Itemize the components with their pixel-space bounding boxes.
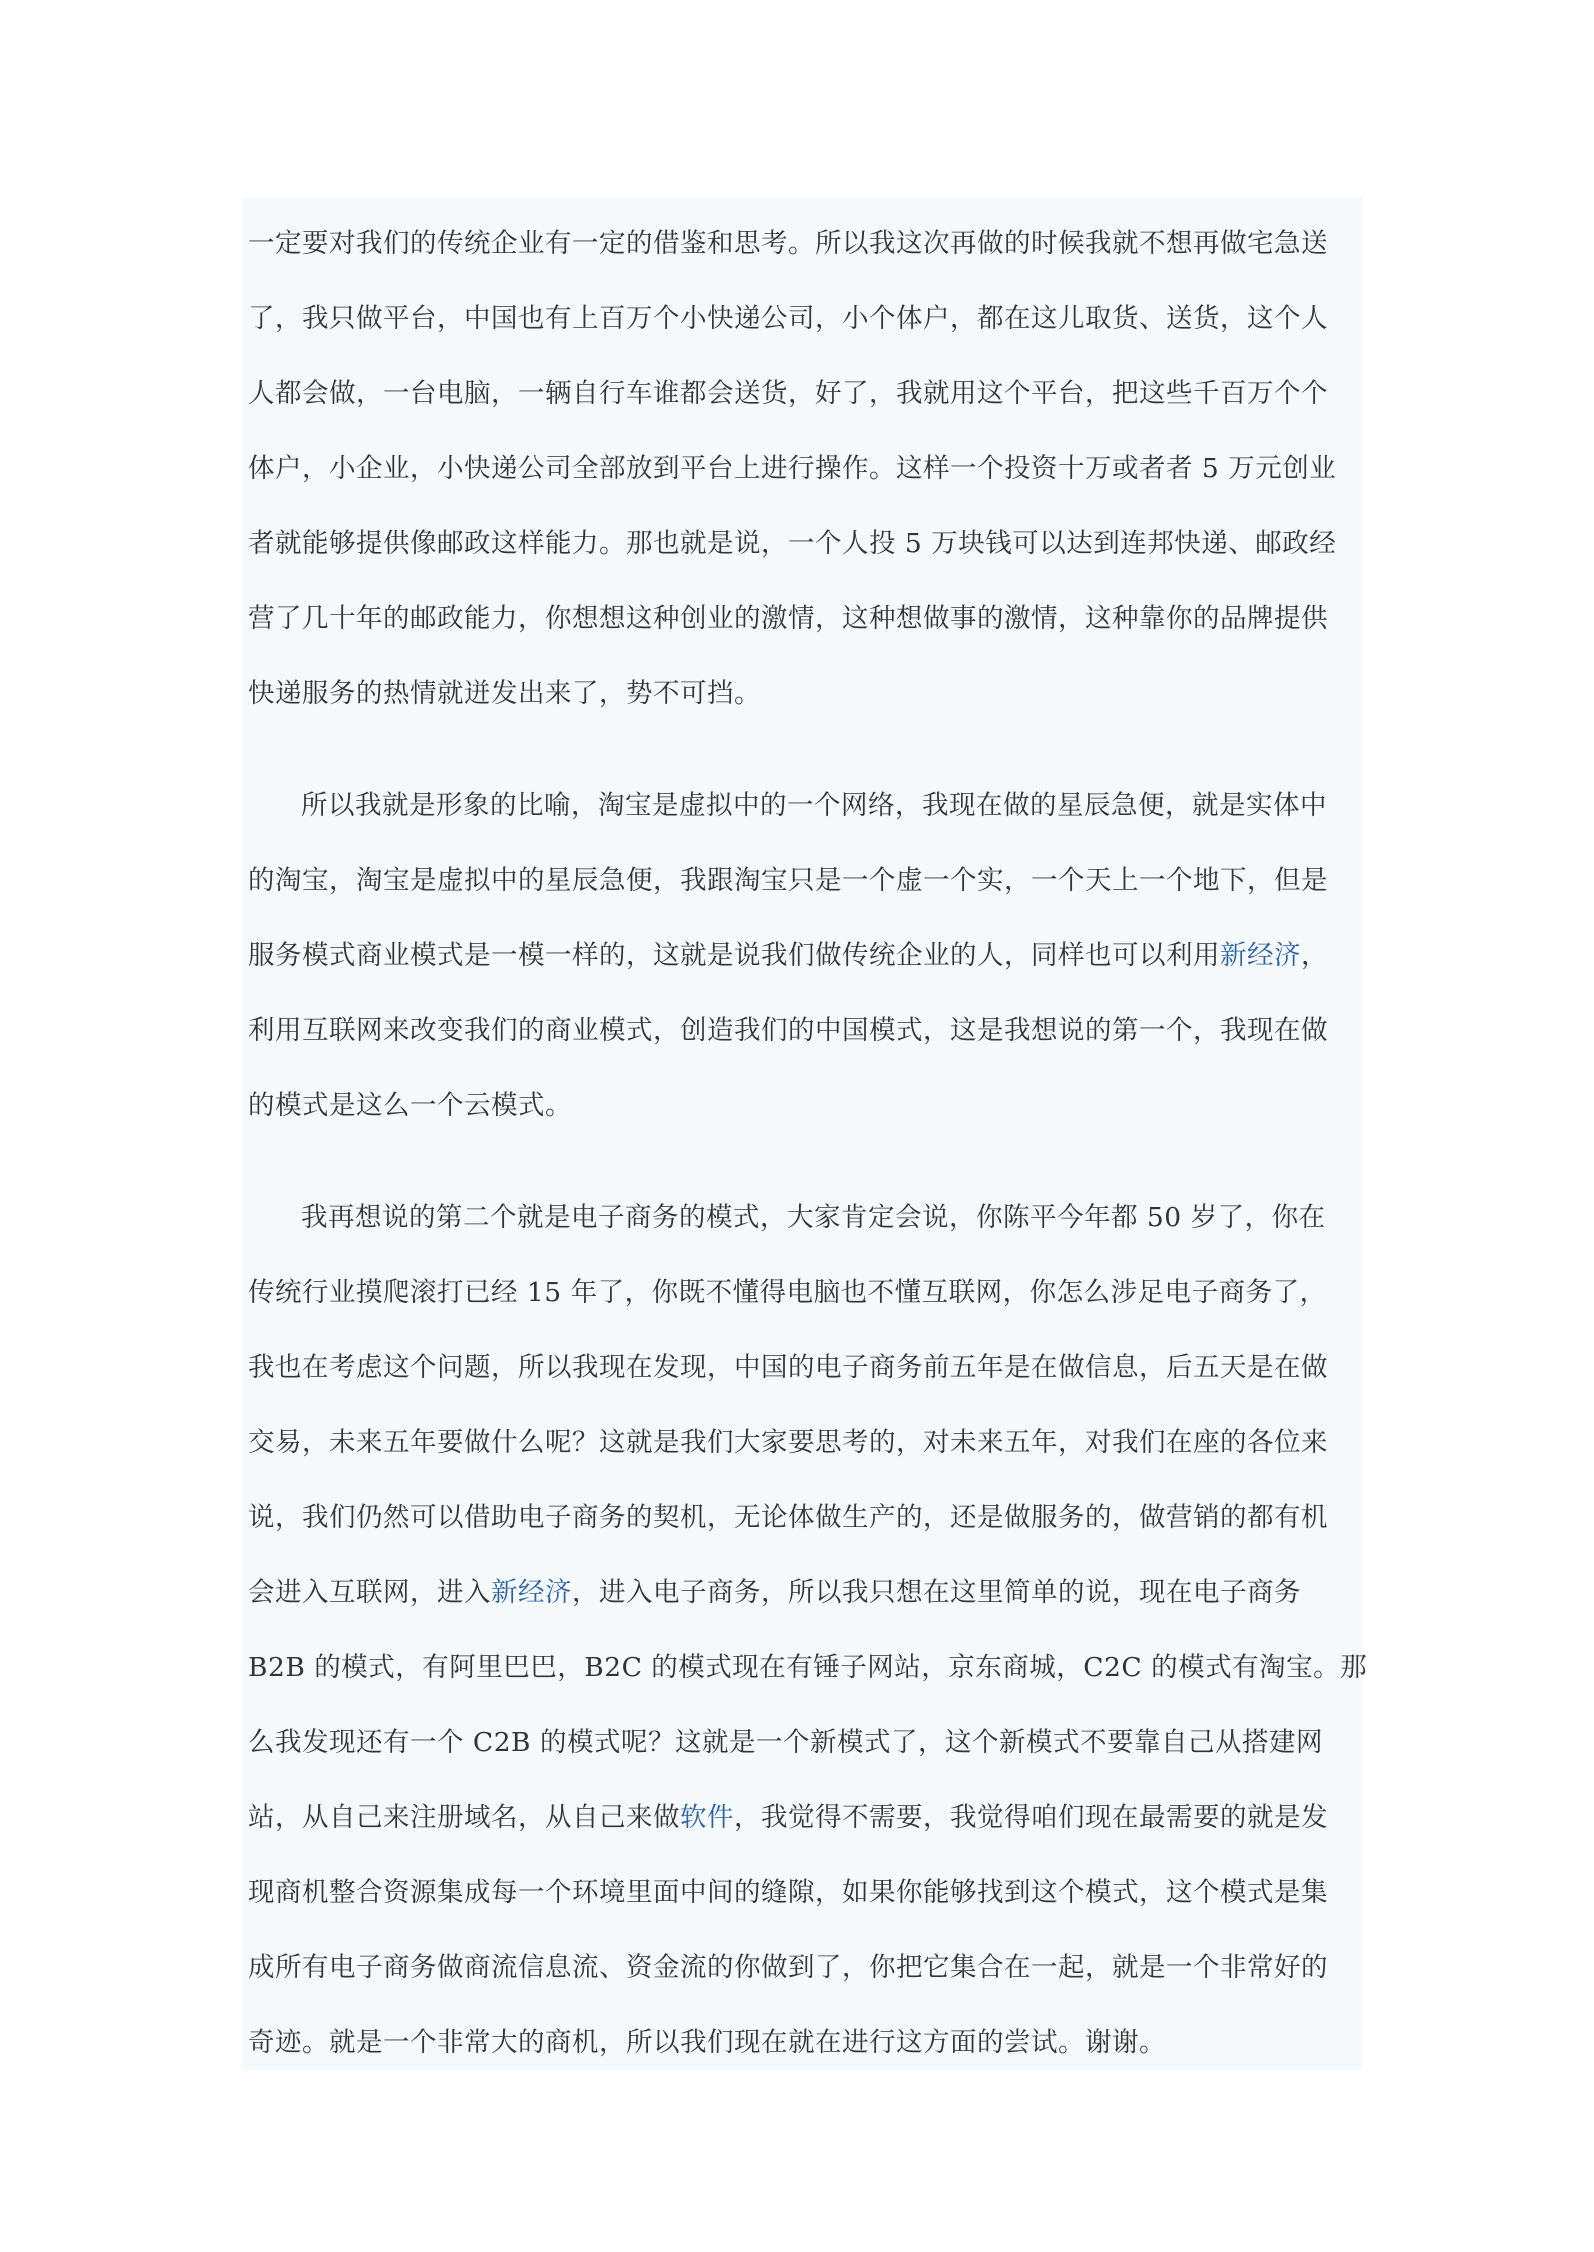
paragraph-1: [248, 206, 1356, 731]
text-line: 快递服务的热情就迸发出来了，势不可挡。: [248, 678, 761, 709]
text-line: 者就能够提供像邮政这样能力。那也就是说，一个人投 5 万块钱可以达到连邦快递、邮政经: [248, 528, 1337, 559]
text-line: 传统行业摸爬滚打已经 15 年了，你既不懂得电脑也不懂互联网，你怎么涉足电子商务了，: [248, 1277, 1327, 1308]
paragraph-2: [248, 768, 1356, 1143]
text-line: 奇迹。就是一个非常大的商机，所以我们现在就在进行这方面的尝试。谢谢。: [248, 2027, 1166, 2058]
text-line: 的淘宝，淘宝是虚拟中的星辰急便，我跟淘宝只是一个虚一个实，一个天上一个地下，但是: [248, 865, 1328, 896]
text-segment: ，进入电子商务，所以我只想在这里简单的说，现在电子商务: [572, 1577, 1301, 1608]
text-line: 说，我们仍然可以借助电子商务的契机，无论体做生产的，还是做服务的，做营销的都有机: [248, 1502, 1328, 1533]
text-line: 利用互联网来改变我们的商业模式，创造我们的中国模式，这是我想说的第一个，我现在做: [248, 1015, 1328, 1046]
text-segment: 会进入互联网，进入: [248, 1577, 491, 1608]
text-line: 营了几十年的邮政能力，你想想这种创业的激情，这种想做事的激情，这种靠你的品牌提供: [248, 603, 1328, 634]
text-line: 我也在考虑这个问题，所以我现在发现，中国的电子商务前五年是在做信息，后五天是在做: [248, 1352, 1328, 1383]
text-line: 了，我只做平台，中国也有上百万个小快递公司，小个体户，都在这儿取货、送货，这个人: [248, 303, 1328, 334]
text-segment: 服务模式商业模式是一模一样的，这就是说我们做传统企业的人，同样也可以利用: [248, 940, 1220, 971]
text-line: 交易，未来五年要做什么呢？这就是我们大家要思考的，对未来五年，对我们在座的各位来: [248, 1427, 1328, 1458]
text-segment: 站，从自己来注册域名，从自己来做: [248, 1802, 680, 1833]
xinjingji-link[interactable]: 新经济: [491, 1577, 572, 1608]
text-segment: ，: [1301, 940, 1328, 971]
text-line: 么我发现还有一个 C2B 的模式呢？这就是一个新模式了，这个新模式不要靠自己从搭建网: [248, 1727, 1323, 1758]
text-line: 现商机整合资源集成每一个环境里面中间的缝隙，如果你能够找到这个模式，这个模式是集: [248, 1877, 1328, 1908]
text-line: 我再想说的第二个就是电子商务的模式，大家肯定会说，你陈平今年都 50 岁了，你在: [301, 1202, 1326, 1233]
text-line: 成所有电子商务做商流信息流、资金流的你做到了，你把它集合在一起，就是一个非常好的: [248, 1952, 1328, 1983]
text-line-with-link: [248, 1780, 1356, 1855]
xinjingji-link[interactable]: 新经济: [1220, 940, 1301, 971]
text-line-with-link: [248, 1555, 1356, 1630]
paragraph-3: [248, 1180, 1368, 2080]
text-line: 所以我就是形象的比喻，淘宝是虚拟中的一个网络，我现在做的星辰急便，就是实体中: [301, 790, 1327, 821]
text-line: 人都会做，一台电脑，一辆自行车谁都会送货，好了，我就用这个平台，把这些千百万个个: [248, 378, 1328, 409]
text-line: 体户，小企业，小快递公司全部放到平台上进行操作。这样一个投资十万或者者 5 万元创业: [248, 453, 1337, 484]
text-line: 一定要对我们的传统企业有一定的借鉴和思考。所以我这次再做的时候我就不想再做宅急送: [248, 228, 1328, 259]
software-link[interactable]: 软件: [680, 1802, 734, 1833]
text-line: B2B 的模式，有阿里巴巴，B2C 的模式现在有锤子网站，京东商城，C2C 的模式有淘宝。那: [248, 1652, 1368, 1683]
text-segment: ，我觉得不需要，我觉得咱们现在最需要的就是发: [734, 1802, 1328, 1833]
text-line: 的模式是这么一个云模式。: [248, 1090, 572, 1121]
article-body: [248, 206, 1368, 2080]
text-line-with-link: [248, 918, 1356, 993]
